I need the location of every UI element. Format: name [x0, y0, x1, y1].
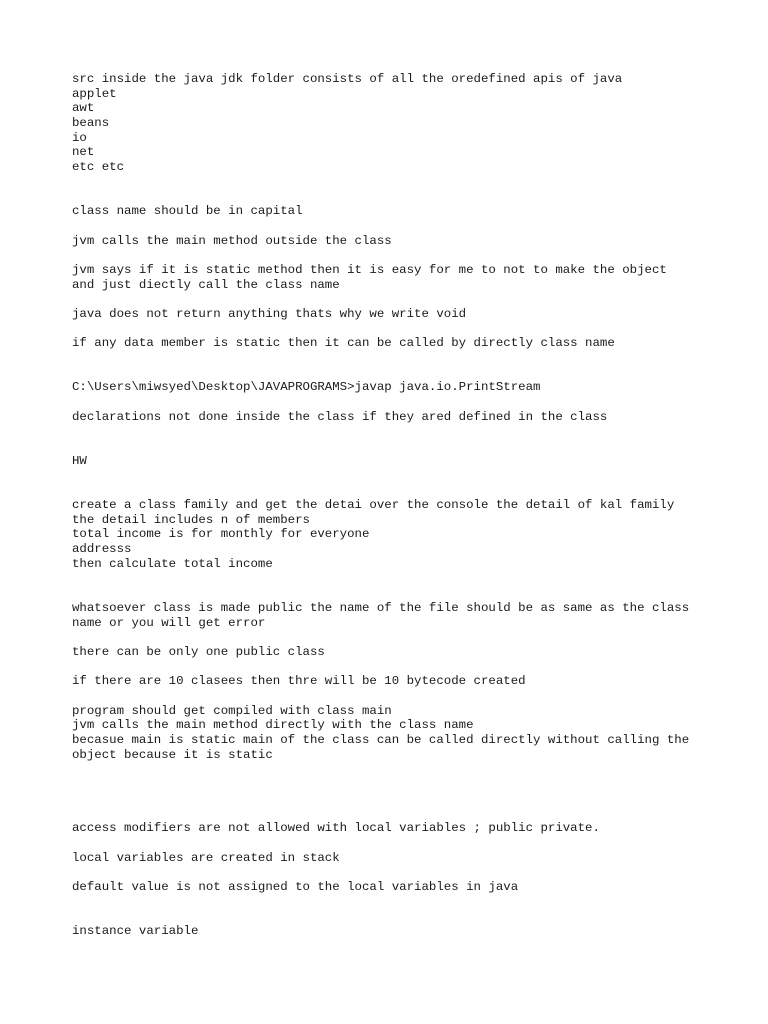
text-line: object because it is static	[72, 747, 273, 762]
text-line: total income is for monthly for everyone	[72, 527, 370, 542]
spacer	[72, 630, 732, 645]
spacer	[72, 395, 732, 410]
text-block	[72, 498, 732, 571]
text-line: class name should be in capital	[72, 204, 303, 219]
text-line: there can be only one public class	[72, 644, 325, 659]
text-line: becasue main is static main of the class can be called directly without calling the	[72, 733, 690, 748]
text-line: name or you will get error	[72, 615, 266, 630]
spacer	[72, 836, 732, 851]
spacer	[72, 895, 732, 924]
text-block	[72, 601, 732, 630]
text-block	[72, 924, 732, 939]
text-line: instance variable	[72, 924, 199, 939]
text-line: awt	[72, 101, 95, 116]
text-block	[72, 645, 732, 660]
text-line: create a class family and get the detai over the console the detail of kal family	[72, 498, 675, 512]
spacer	[72, 248, 732, 263]
text-block	[72, 336, 732, 351]
spacer	[72, 689, 732, 704]
text-block	[72, 704, 732, 763]
text-line: C:\Users\miwsyed\Desktop\JAVAPROGRAMS>javap java.io.PrintStream	[72, 380, 541, 395]
spacer	[72, 175, 732, 204]
text-block	[72, 234, 732, 249]
spacer	[72, 469, 732, 498]
text-line: io	[72, 130, 87, 145]
text-line: and just diectly call the class name	[72, 277, 340, 292]
spacer	[72, 425, 732, 454]
text-line: whatsoever class is made public the name of the file should be as same as the class	[72, 600, 690, 615]
text-block	[72, 821, 732, 836]
text-block	[72, 410, 732, 425]
text-line: jvm calls the main method outside the class	[72, 233, 392, 248]
text-line: jvm calls the main method directly with the class name	[72, 718, 474, 733]
text-line: applet	[72, 86, 117, 101]
document-page	[72, 72, 732, 939]
text-line: HW	[72, 453, 87, 468]
text-line: java does not return anything thats why we write void	[72, 307, 467, 322]
spacer	[72, 762, 732, 821]
spacer	[72, 571, 732, 600]
spacer	[72, 322, 732, 337]
text-block	[72, 307, 732, 322]
text-line: etc etc	[72, 160, 125, 175]
text-block	[72, 204, 732, 219]
text-block	[72, 880, 732, 895]
spacer	[72, 865, 732, 880]
text-block	[72, 454, 732, 469]
text-line: declarations not done inside the class if they ared defined in the class	[72, 409, 608, 424]
text-line: net	[72, 145, 95, 160]
text-block	[72, 380, 732, 395]
text-line: beans	[72, 116, 110, 131]
text-block	[72, 674, 732, 689]
text-block	[72, 263, 732, 292]
text-line: if any data member is static then it can be called by directly class name	[72, 336, 615, 351]
text-line: local variables are created in stack	[72, 850, 340, 865]
text-line: if there are 10 clasees then thre will be 10 bytecode created	[72, 674, 526, 689]
text-line: addresss	[72, 542, 132, 557]
text-line: the detail includes n of members	[72, 512, 310, 527]
spacer	[72, 292, 732, 307]
text-block	[72, 72, 732, 175]
spacer	[72, 219, 732, 234]
text-line: access modifiers are not allowed with local variables ; public private.	[72, 821, 600, 836]
text-line: src inside the java jdk folder consists of all the oredefined apis of java	[72, 72, 623, 86]
text-block	[72, 851, 732, 866]
spacer	[72, 351, 732, 380]
text-line: program should get compiled with class main	[72, 703, 392, 718]
text-line: then calculate total income	[72, 556, 273, 571]
spacer	[72, 660, 732, 675]
text-line: default value is not assigned to the local variables in java	[72, 879, 519, 894]
text-line: jvm says if it is static method then it is easy for me to not to make the object	[72, 262, 667, 277]
